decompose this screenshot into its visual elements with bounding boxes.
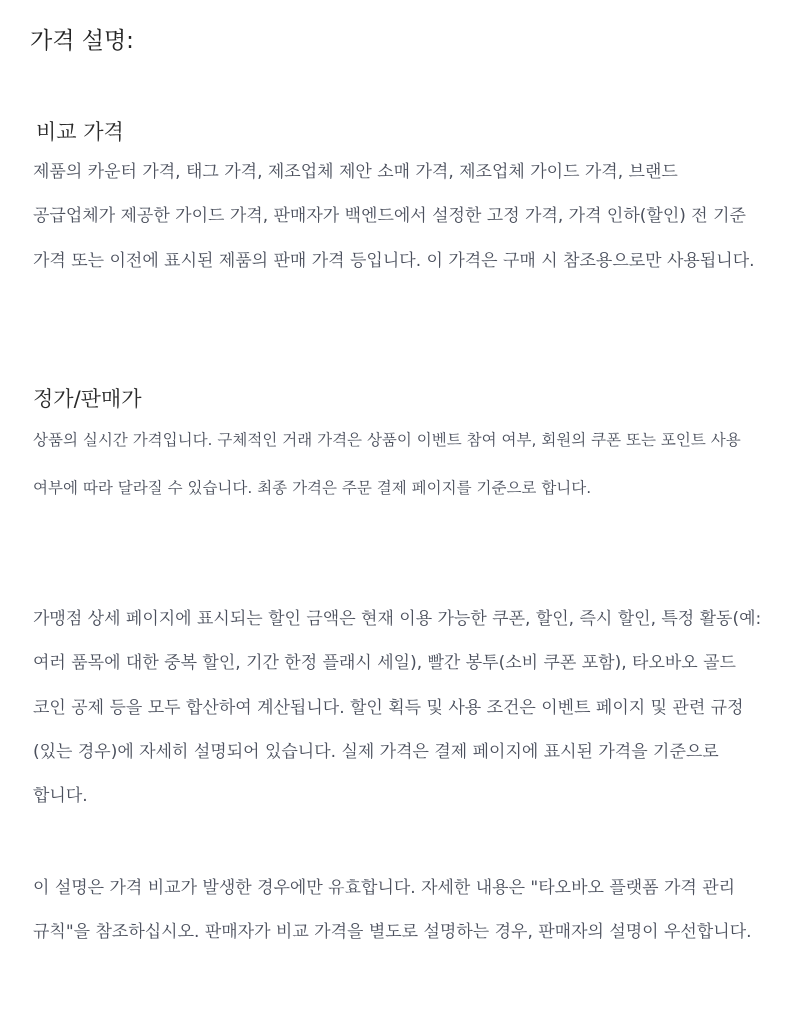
validity-note: 이 설명은 가격 비교가 발생한 경우에만 유효합니다. 자세한 내용은 "타오바오 플랫폼 가격 관리 규칙"을 참조하십시오. 판매자가 비교 가격을 별도로 설명하는 경우, 판매자의 설명이 우선합니다. (33, 878, 752, 943)
section-heading-list-price: 정가/판매가 (33, 387, 142, 411)
discount-description: 가맹점 상세 페이지에 표시되는 할인 금액은 현재 이용 가능한 쿠폰, 할인, 즉시 할인, 특정 활동(예: 여러 품목에 대한 중복 할인, 기간 한정 플래시 세일), 빨간 봉투(소비 쿠폰 포함), 타오바오 골드 코인 공제 등을 모두 합산하여 계산됩니다. 할인 획득 및 사용 조건은 이벤트 페이지 및 관련 규정(있는 경우)에 자세히 설명되어 있습니다. 실제 가격은 결제 페이지에 표시된 가격을 기준으로 합니다. (33, 609, 762, 807)
list-price-description: 상품의 실시간 가격입니다. 구체적인 거래 가격은 상품이 이벤트 참여 여부, 회원의 쿠폰 또는 포인트 사용 여부에 따라 달라질 수 있습니다. 최종 가격은 주문 결제 페이지를 기준으로 합니다. (33, 431, 741, 497)
section-heading-compare-price: 비교 가격 (36, 120, 124, 144)
page-title: 가격 설명: (30, 28, 134, 54)
compare-price-description: 제품의 카운터 가격, 태그 가격, 제조업체 제안 소매 가격, 제조업체 가이드 가격, 브랜드 공급업체가 제공한 가이드 가격, 판매자가 백엔드에서 설정한 고정 가격, 가격 인하(할인) 전 기준 가격 또는 이전에 표시된 제품의 판매 가격 등입니다. 이 가격은 구매 시 참조용으로만 사용됩니다. (33, 162, 755, 271)
